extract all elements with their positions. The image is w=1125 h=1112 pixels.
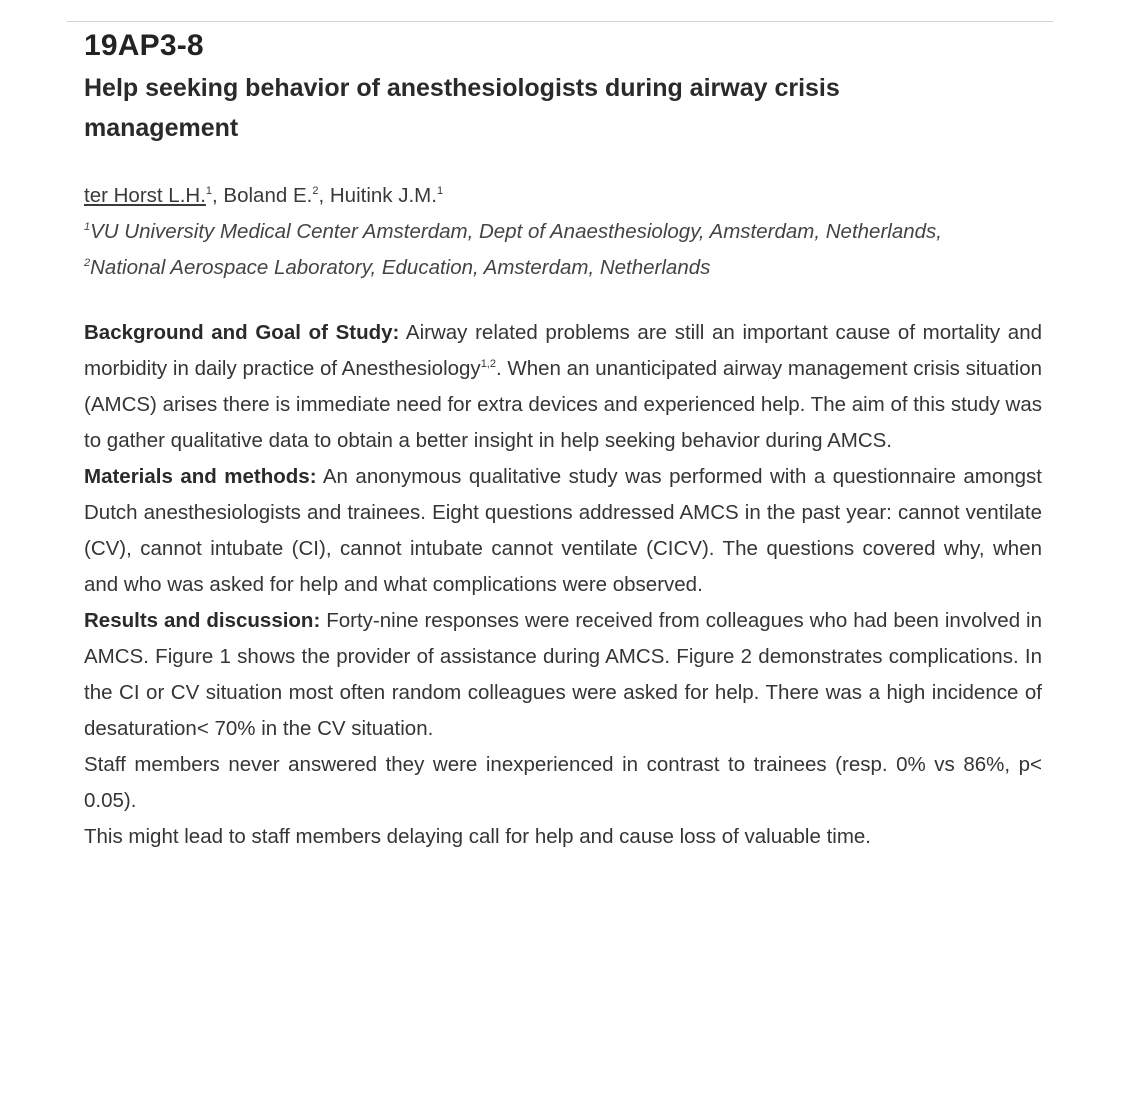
background-label: Background and Goal of Study: bbox=[84, 321, 400, 344]
affiliation-list bbox=[84, 214, 964, 286]
affiliation-separator: , bbox=[936, 220, 942, 243]
results-label: Results and discussion: bbox=[84, 609, 321, 632]
background-text-continued: . When an unanticipated airway management crisis situation (AMCS) arises there is immediate need for extra devices and experienced help. The aim of this study was to gather qualitative data to obtain a better insight in help seeking behavior during AMCS. bbox=[84, 357, 1042, 452]
methods-text: An anonymous qualitative study was performed with a questionnaire amongst Dutch anesthesiologists and trainees. Eight questions addressed AMCS in the past year: cannot ventilate (CV), cannot intubate (CI), cannot intubate cannot ventilate (CICV). The questions covered why, when and who was asked for help and what complications were observed. bbox=[84, 465, 1042, 596]
methods-label: Materials and methods: bbox=[84, 465, 317, 488]
author-affiliation-marker: 1 bbox=[205, 185, 213, 198]
methods-paragraph bbox=[84, 459, 1042, 603]
reference-marker: 1,2 bbox=[480, 358, 496, 371]
author-separator: , bbox=[212, 184, 224, 207]
author-affiliation-marker: 1 bbox=[436, 185, 444, 198]
affiliation-text: VU University Medical Center Amsterdam, Dept of Anaesthesiology, Amsterdam, Netherlands bbox=[90, 220, 937, 243]
abstract-page bbox=[84, 28, 1042, 855]
author-separator: , bbox=[318, 184, 330, 207]
author-name: ter Horst L.H. bbox=[84, 184, 206, 207]
abstract-id: 19AP3-8 bbox=[84, 29, 204, 62]
background-text: Airway related problems are still an important cause of mortality and morbidity in daily practice of Anesthesiology bbox=[84, 321, 1042, 380]
conclusion-paragraph: This might lead to staff members delaying call for help and cause loss of valuable time. bbox=[84, 825, 871, 848]
author-affiliation-marker: 2 bbox=[312, 185, 319, 198]
abstract-body bbox=[84, 315, 1042, 855]
staff-paragraph: Staff members never answered they were inexperienced in contrast to trainees (resp. 0% vs 86%, p< 0.05). bbox=[84, 753, 1042, 812]
author-list bbox=[84, 178, 1042, 214]
author-name: Boland E. bbox=[223, 184, 313, 207]
background-paragraph bbox=[84, 315, 1042, 459]
top-divider bbox=[67, 21, 1053, 22]
affiliation-marker: 2 bbox=[84, 257, 91, 270]
abstract-title: Help seeking behavior of anesthesiologists during airway crisis management bbox=[84, 74, 840, 142]
affiliation-marker: 1 bbox=[84, 221, 91, 234]
affiliation-text: National Aerospace Laboratory, Education, Amsterdam, Netherlands bbox=[90, 256, 711, 279]
results-text: Forty-nine responses were received from colleagues who had been involved in AMCS. Figure 1 shows the provider of assistance during AMCS. Figure 2 demonstrates complications. In the CI or CV situation most often random colleagues were asked for help. There was a high incidence of desaturation< 70% in the CV situation. bbox=[84, 609, 1042, 740]
author-name: Huitink J.M. bbox=[329, 184, 437, 207]
results-paragraph bbox=[84, 603, 1042, 747]
